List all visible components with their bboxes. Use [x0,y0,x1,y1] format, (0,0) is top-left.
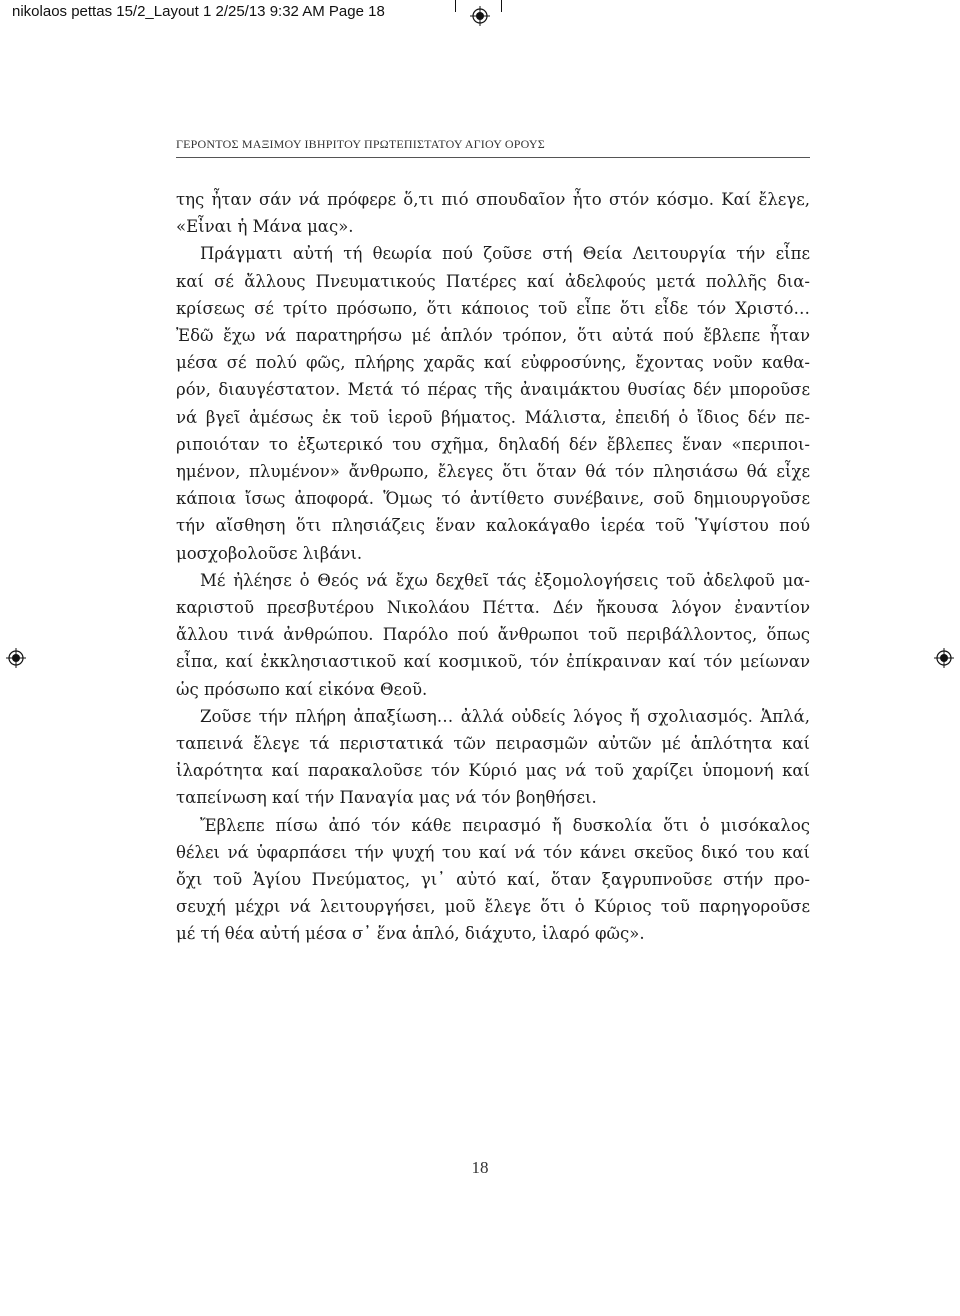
text-line: ὄχι τοῦ Ἁγίου Πνεύματος, γι᾽ αὐτό καί, ὅταν ξαγρυπνοῦσε στήν προ- [176,870,810,890]
text-line: εἶπα, καί ἐκκλησιαστικοῦ καί κοσμικοῦ, τόν ἐπίκραιναν καί τόν μείωναν [176,652,810,672]
registration-mark-icon [6,648,26,668]
registration-mark-icon [934,648,954,668]
body-text [176,186,810,948]
text-line: μέσα σέ πολύ φῶς, πλήρης χαρᾶς καί εὐφροσύνης, ἔχοντας νοῦν καθα- [176,353,810,373]
text-line: Μέ ἠλέησε ὁ Θεός νά ἔχω δεχθεῖ τάς ἐξομολογήσεις τοῦ ἀδελφοῦ μα- [200,570,810,590]
text-line: της ἦταν σάν νά πρόφερε ὅ,τι πιό σπουδαῖον ἦτο στόν κόσμο. Καί ἔλεγε, [176,190,810,209]
text-line: Ζοῦσε τήν πλήρη ἀπαξίωση… ἀλλά οὐδείς λόγος ἤ σχολιασμός. Ἁπλά, [200,706,810,726]
text-line: νά βγεῖ ἀμέσως ἐκ τοῦ ἱεροῦ βήματος. Μάλιστα, ἐπειδή ὁ ἴδιος δέν πε- [176,407,810,427]
text-line: «Εἶναι ἡ Μάνα μας». [176,217,354,237]
text-line: Πράγματι αὐτή τή θεωρία πού ζοῦσε στή Θεία Λειτουργία τήν εἶπε [200,244,810,264]
text-line: ὡς πρόσωπο καί εἰκόνα Θεοῦ. [176,679,428,699]
text-line: σευχή μέχρι νά λειτουργήσει, μοῦ ἔλεγε ὅτι ὁ Κύριος τοῦ παρηγοροῦσε [176,897,810,917]
text-line: ημένον, πλυμένον» ἄνθρωπο, ἔλεγες ὅτι ὅταν θά τόν πλησιάσω θά εἶχε [176,462,810,482]
running-head: ΓΕΡΟΝΤΟΣ ΜΑΞΙΜΟΥ ΙΒΗΡΙΤΟΥ ΠΡΩΤΕΠΙΣΤΑΤΟΥ ΑΓΙΟΥ ΟΡΟΥΣ [176,137,545,151]
text-line: καί σέ ἄλλους Πνευματικούς Πατέρες καί ἀδελφούς μετά πολλῆς δια- [176,271,810,291]
printer-slug: nikolaos pettas 15/2_Layout 1 2/25/13 9:32 AM Page 18 [12,3,385,20]
text-line: κρίσεως σέ τρίτο πρόσωπο, ὅτι κάποιος τοῦ εἶπε ὅτι εἶδε τόν Χριστό… [176,298,810,318]
page-number: 18 [471,1158,489,1177]
text-line: τήν αἴσθηση ὅτι πλησιάζεις ἕναν καλοκάγαθο ἱερέα τοῦ Ὑψίστου πού [176,516,810,536]
text-line: θέλει νά ὑφαρπάσει τήν ψυχή του καί νά τόν κάνει σκεῦος δικό του καί [176,842,810,862]
text-line: Ἔβλεπε πίσω ἀπό τόν κάθε πειρασμό ἤ δυσκολία ὅτι ὁ μισόκαλος [200,815,810,835]
text-line: Ἐδῶ ἔχω νά παρατηρήσω μέ ἁπλόν τρόπον, ὅτι αὐτά πού ἔβλεπε ἦταν [176,326,810,346]
text-line: ταπείνωση καί τήν Παναγία μας νά τόν βοηθήσει. [176,788,597,808]
registration-mark-icon [470,6,490,26]
crop-mark [455,0,456,12]
running-head-rule [176,157,810,158]
text-line: καριστοῦ πρεσβυτέρου Νικολάου Πέττα. Δέν ἤκουσα λόγον ἐναντίον [176,598,810,618]
crop-mark [501,0,502,12]
text-line: μοσχοβολοῦσε λιβάνι. [176,543,363,563]
text-line: κάποια ἴσως ἀποφορά. Ὅμως τό ἀντίθετο συνέβαινε, σοῦ δημιουργοῦσε [176,489,810,509]
text-line: ἄλλου τινά ἀνθρώπου. Παρόλο πού ἄνθρωποι τοῦ περιβάλλοντος, ὅπως [176,625,810,645]
text-line: ριποιόταν το ἐξωτερικό του σχῆμα, δηλαδή δέν ἔβλεπες ἕναν «περιποι- [176,434,810,454]
text-line: ρόν, διαυγέστατον. Μετά τό πέρας τῆς ἀναιμάκτου θυσίας δέν μποροῦσε [176,380,810,400]
text-line: ταπεινά ἔλεγε τά περιστατικά τῶν πειρασμῶν αὐτῶν μέ ἁπλότητα καί [176,734,810,754]
text-line: ἱλαρότητα καί παρακαλοῦσε τόν Κύριό μας νά τοῦ χαρίζει ὑπομονή καί [176,761,810,781]
text-line: μέ τή θέα αὐτή μέσα σ᾽ ἕνα ἁπλό, διάχυτο, ἱλαρό φῶς». [176,924,645,944]
